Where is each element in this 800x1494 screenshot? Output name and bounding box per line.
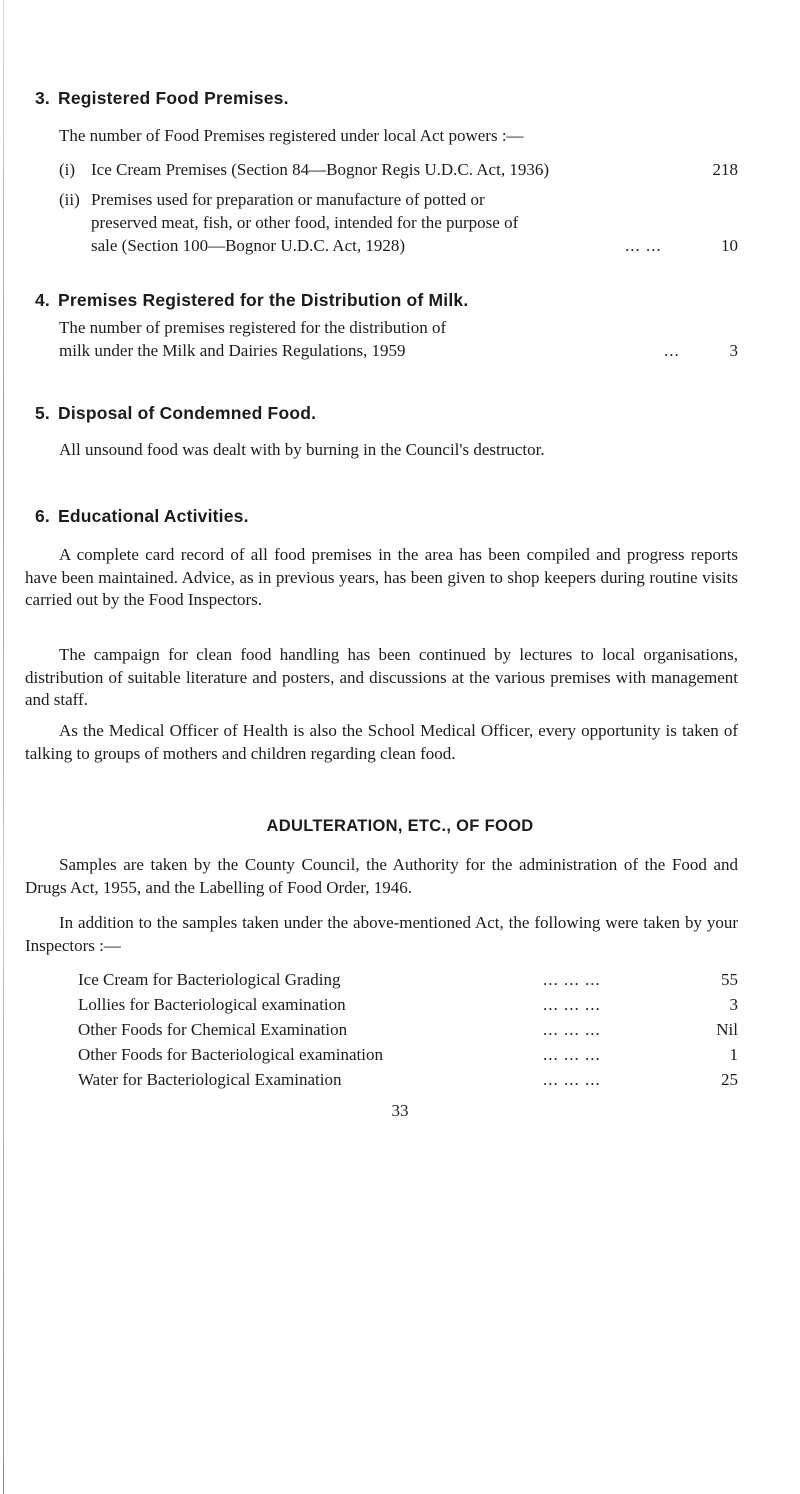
section-6-heading <box>35 506 249 527</box>
section-6-paragraph-2: The campaign for clean food handling has been continued by lectures to local organisations, distribution of suitable literature and posters, and discussions at the various premises with management and staff. <box>25 645 738 709</box>
sample-value: 25 <box>721 1070 738 1089</box>
adulteration-heading: ADULTERATION, ETC., OF FOOD <box>266 817 534 835</box>
section-6-paragraph-1: A complete card record of all food premises in the area has been compiled and progress reports have been maintained. Advice, as in previous years, has been given to shop keepers during routine visits carried out by the Food Inspectors. <box>25 545 738 609</box>
sample-value: Nil <box>716 1020 738 1039</box>
section-6-paragraph-3: As the Medical Officer of Health is also the School Medical Officer, every opportunity is taken of talking to groups of mothers and children regarding clean food. <box>25 721 738 763</box>
section-6-title: Educational Activities. <box>58 506 249 526</box>
section-3-heading <box>35 88 289 109</box>
section-4-dots: ... <box>664 341 680 360</box>
item-i-label: (i) <box>59 160 76 179</box>
section-4-heading <box>35 290 468 311</box>
sample-row <box>78 1045 738 1067</box>
sample-value: 3 <box>729 995 738 1014</box>
page-number: 33 <box>391 1101 409 1120</box>
section-3-title: Registered Food Premises. <box>58 88 289 108</box>
item-ii-line1: Premises used for preparation or manufacture of potted or <box>91 190 485 209</box>
section-4-value: 3 <box>729 341 738 360</box>
item-ii-label: (ii) <box>59 190 80 209</box>
adulteration-paragraph-1: Samples are taken by the County Council, the Authority for the administration of the Food and Drugs Act, 1955, and the Labelling of Food Order, 1946. <box>25 855 738 897</box>
section-3-intro: The number of Food Premises registered under local Act powers :— <box>59 126 524 145</box>
section-5-text: All unsound food was dealt with by burning in the Council's destructor. <box>59 440 545 459</box>
sample-dots: ... ... ... <box>543 1045 601 1064</box>
sample-dots: ... ... ... <box>543 970 601 989</box>
item-i-value: 218 <box>712 160 738 179</box>
section-4-number: 4. <box>35 290 50 310</box>
item-ii-line3: sale (Section 100—Bognor U.D.C. Act, 1928) <box>91 236 405 255</box>
section-5-title: Disposal of Condemned Food. <box>58 403 317 423</box>
section-4-title: Premises Registered for the Distribution of Milk. <box>58 290 469 310</box>
item-ii-value: 10 <box>721 236 738 255</box>
section-5-heading <box>35 403 316 424</box>
sample-label: Ice Cream for Bacteriological Grading <box>78 970 341 989</box>
section-3-number: 3. <box>35 88 50 108</box>
section-6-number: 6. <box>35 506 50 526</box>
sample-row <box>78 995 738 1017</box>
sample-label: Other Foods for Chemical Examination <box>78 1020 348 1039</box>
sample-dots: ... ... ... <box>543 995 601 1014</box>
sample-dots: ... ... ... <box>543 1070 601 1089</box>
sample-row <box>78 970 738 992</box>
page-edge <box>3 0 4 1494</box>
item-ii-dots: ... ... <box>625 236 662 255</box>
item-i-text: Ice Cream Premises (Section 84—Bognor Regis U.D.C. Act, 1936) <box>91 160 549 179</box>
section-5-number: 5. <box>35 403 50 423</box>
sample-label: Other Foods for Bacteriological examination <box>78 1045 383 1064</box>
sample-dots: ... ... ... <box>543 1020 601 1039</box>
section-4-line1: The number of premises registered for the distribution of <box>59 318 447 337</box>
section-4-line2: milk under the Milk and Dairies Regulations, 1959 <box>59 341 406 360</box>
sample-value: 55 <box>721 970 738 989</box>
sample-label: Lollies for Bacteriological examination <box>78 995 346 1014</box>
adulteration-paragraph-2: In addition to the samples taken under the above-mentioned Act, the following were taken by your Inspectors :— <box>25 913 738 955</box>
item-ii-line2: preserved meat, fish, or other food, intended for the purpose of <box>91 213 519 232</box>
sample-label: Water for Bacteriological Examination <box>78 1070 342 1089</box>
sample-row <box>78 1020 738 1042</box>
sample-row <box>78 1070 738 1092</box>
sample-value: 1 <box>729 1045 738 1064</box>
